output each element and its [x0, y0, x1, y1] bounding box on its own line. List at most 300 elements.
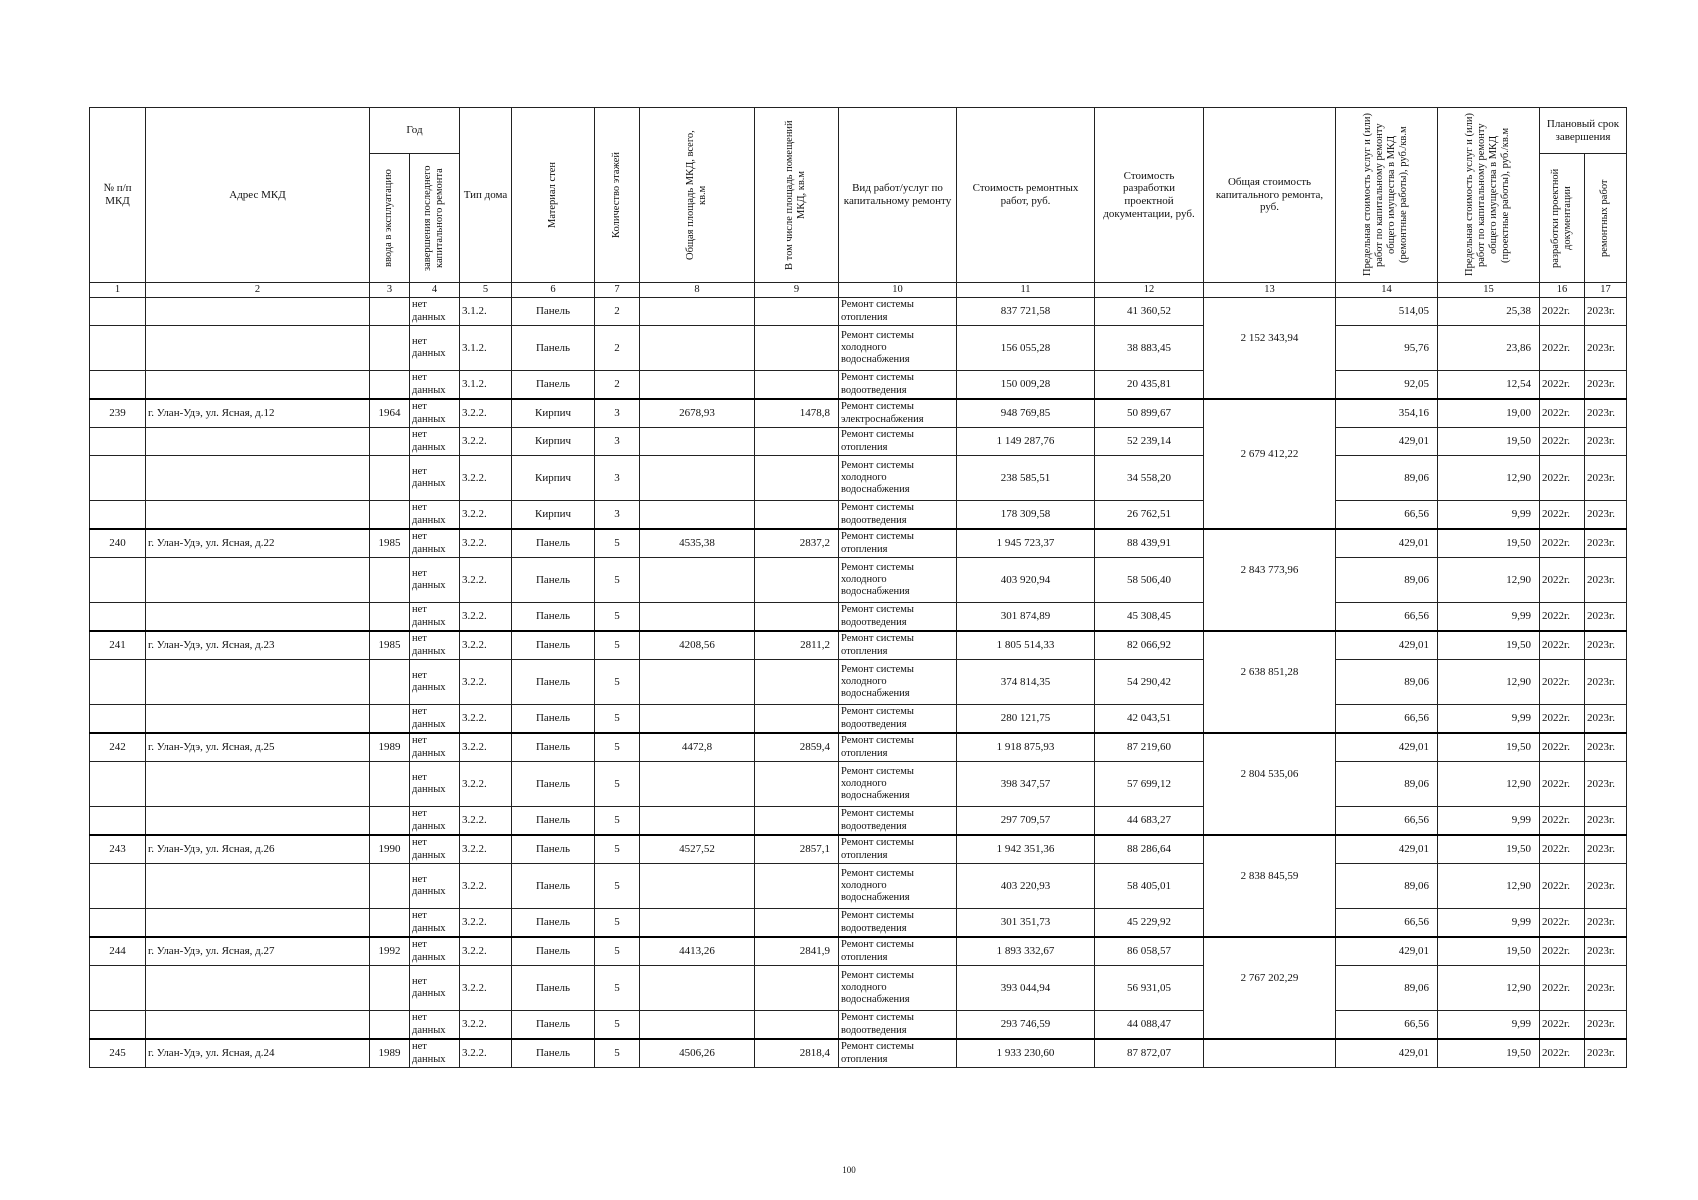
header-col2: Адрес МКД: [146, 108, 370, 283]
cell-last-repair-year: нет данных: [410, 399, 460, 428]
cell-wall-material: Кирпич: [512, 456, 595, 501]
cell-address: г. Улан-Удэ, ул. Ясная, д.12: [146, 399, 370, 428]
cell-mkd-number: 245: [90, 1039, 146, 1068]
cell-total-area: [640, 660, 755, 705]
cell-repair-year: 2023г.: [1585, 298, 1627, 326]
cell-floors: 2: [595, 326, 640, 371]
cell-mkd-number: 240: [90, 529, 146, 558]
cell-repair-cost: 301 351,73: [957, 909, 1095, 938]
cell-address: [146, 762, 370, 807]
table-row: [90, 835, 1627, 864]
cell-work-type: Ремонт системы отопления: [839, 1039, 957, 1068]
cell-design-year: 2022г.: [1540, 603, 1585, 632]
cell-design-cost: 50 899,67: [1095, 399, 1204, 428]
cell-wall-material: Панель: [512, 1011, 595, 1040]
cell-design-year: 2022г.: [1540, 762, 1585, 807]
cell-design-cost: 44 088,47: [1095, 1011, 1204, 1040]
cell-floors: 5: [595, 529, 640, 558]
cell-total-area: [640, 456, 755, 501]
cell-repair-year: 2023г.: [1585, 864, 1627, 909]
header-col14: Предельная стоимость услуг и (или) работ по капитальному ремонту общего имущества в МКД (ремонтные работы), руб./кв.м: [1336, 108, 1438, 283]
cell-limit-design: 19,50: [1438, 529, 1540, 558]
cell-premises-area: 2859,4: [755, 733, 839, 762]
cell-total-area: 4208,56: [640, 631, 755, 660]
cell-design-year: 2022г.: [1540, 298, 1585, 326]
cell-design-year: 2022г.: [1540, 501, 1585, 530]
column-number: 11: [957, 283, 1095, 298]
column-number: 2: [146, 283, 370, 298]
cell-wall-material: Панель: [512, 603, 595, 632]
cell-repair-cost: 403 220,93: [957, 864, 1095, 909]
cell-design-cost: 38 883,45: [1095, 326, 1204, 371]
cell-design-cost: 26 762,51: [1095, 501, 1204, 530]
cell-wall-material: Панель: [512, 1039, 595, 1068]
cell-house-type: 3.2.2.: [460, 733, 512, 762]
cell-total-area: [640, 807, 755, 836]
cell-repair-cost: 1 149 287,76: [957, 428, 1095, 456]
cell-total-area: [640, 603, 755, 632]
cell-repair-cost: 178 309,58: [957, 501, 1095, 530]
cell-year-built: [370, 966, 410, 1011]
cell-wall-material: Панель: [512, 558, 595, 603]
header-col11: Стоимость ремонтных работ, руб.: [957, 108, 1095, 283]
cell-design-year: 2022г.: [1540, 456, 1585, 501]
table-row: [90, 371, 1627, 400]
cell-premises-area: 2857,1: [755, 835, 839, 864]
cell-total-area: [640, 501, 755, 530]
cell-house-type: 3.2.2.: [460, 909, 512, 938]
cell-total-area: [640, 966, 755, 1011]
cell-work-type: Ремонт системы отопления: [839, 529, 957, 558]
cell-total-area: 4413,26: [640, 937, 755, 966]
cell-house-type: 3.2.2.: [460, 762, 512, 807]
table-row: [90, 762, 1627, 807]
cell-design-year: 2022г.: [1540, 326, 1585, 371]
cell-limit-repair: 89,06: [1336, 558, 1438, 603]
cell-house-type: 3.2.2.: [460, 705, 512, 734]
cell-limit-design: 12,90: [1438, 966, 1540, 1011]
cell-year-built: 1990: [370, 835, 410, 864]
cell-repair-year: 2023г.: [1585, 631, 1627, 660]
cell-limit-design: 9,99: [1438, 807, 1540, 836]
cell-repair-cost: 150 009,28: [957, 371, 1095, 400]
cell-limit-repair: 66,56: [1336, 807, 1438, 836]
cell-premises-area: 2841,9: [755, 937, 839, 966]
cell-house-type: 3.2.2.: [460, 1039, 512, 1068]
cell-mkd-number: [90, 501, 146, 530]
cell-floors: 5: [595, 807, 640, 836]
cell-limit-design: 12,90: [1438, 456, 1540, 501]
cell-premises-area: [755, 456, 839, 501]
cell-floors: 5: [595, 762, 640, 807]
cell-limit-repair: 429,01: [1336, 428, 1438, 456]
header-col6: Материал стен: [512, 108, 595, 283]
cell-last-repair-year: нет данных: [410, 864, 460, 909]
table-row: [90, 529, 1627, 558]
cell-work-type: Ремонт системы холодного водоснабжения: [839, 558, 957, 603]
cell-house-type: 3.2.2.: [460, 428, 512, 456]
cell-last-repair-year: нет данных: [410, 807, 460, 836]
cell-floors: 3: [595, 456, 640, 501]
cell-house-type: 3.2.2.: [460, 1011, 512, 1040]
cell-design-year: 2022г.: [1540, 1011, 1585, 1040]
cell-address: [146, 428, 370, 456]
cell-limit-repair: 92,05: [1336, 371, 1438, 400]
cell-last-repair-year: нет данных: [410, 909, 460, 938]
cell-year-built: [370, 909, 410, 938]
table-row: [90, 966, 1627, 1011]
cell-repair-year: 2023г.: [1585, 371, 1627, 400]
cell-design-cost: 45 229,92: [1095, 909, 1204, 938]
cell-limit-repair: 89,06: [1336, 864, 1438, 909]
cell-last-repair-year: нет данных: [410, 326, 460, 371]
cell-year-built: 1989: [370, 733, 410, 762]
cell-repair-cost: 293 746,59: [957, 1011, 1095, 1040]
cell-address: [146, 807, 370, 836]
cell-premises-area: [755, 558, 839, 603]
header-col13: Общая стоимость капитального ремонта, руб.: [1204, 108, 1336, 283]
cell-mkd-number: [90, 705, 146, 734]
cell-house-type: 3.2.2.: [460, 835, 512, 864]
cell-repair-cost: 280 121,75: [957, 705, 1095, 734]
cell-last-repair-year: нет данных: [410, 501, 460, 530]
cell-design-cost: 82 066,92: [1095, 631, 1204, 660]
cell-house-type: 3.2.2.: [460, 558, 512, 603]
cell-repair-year: 2023г.: [1585, 529, 1627, 558]
cell-year-built: 1985: [370, 529, 410, 558]
cell-house-type: 3.2.2.: [460, 529, 512, 558]
cell-total-area: [640, 762, 755, 807]
cell-total-area: 4506,26: [640, 1039, 755, 1068]
header-col10: Вид работ/услуг по капитальному ремонту: [839, 108, 957, 283]
header-col5: Тип дома: [460, 108, 512, 283]
cell-repair-year: 2023г.: [1585, 966, 1627, 1011]
cell-wall-material: Панель: [512, 762, 595, 807]
cell-repair-year: 2023г.: [1585, 733, 1627, 762]
cell-repair-year: 2023г.: [1585, 1011, 1627, 1040]
cell-design-year: 2022г.: [1540, 864, 1585, 909]
column-number: 9: [755, 283, 839, 298]
column-number: 16: [1540, 283, 1585, 298]
cell-repair-cost: 301 874,89: [957, 603, 1095, 632]
cell-total-cost: 2 804 535,06: [1204, 733, 1336, 835]
cell-house-type: 3.2.2.: [460, 456, 512, 501]
cell-design-cost: 44 683,27: [1095, 807, 1204, 836]
cell-year-built: [370, 1011, 410, 1040]
cell-repair-year: 2023г.: [1585, 909, 1627, 938]
cell-year-built: 1964: [370, 399, 410, 428]
cell-last-repair-year: нет данных: [410, 762, 460, 807]
cell-address: [146, 603, 370, 632]
table-row: [90, 326, 1627, 371]
header-col8: Общая площадь МКД, всего, кв.м: [640, 108, 755, 283]
cell-premises-area: 2837,2: [755, 529, 839, 558]
cell-design-cost: 45 308,45: [1095, 603, 1204, 632]
cell-design-year: 2022г.: [1540, 529, 1585, 558]
cell-year-built: [370, 371, 410, 400]
cell-house-type: 3.2.2.: [460, 937, 512, 966]
repair-register-table: [89, 107, 1627, 1068]
cell-last-repair-year: нет данных: [410, 603, 460, 632]
cell-year-built: [370, 456, 410, 501]
column-number: 5: [460, 283, 512, 298]
cell-total-area: [640, 298, 755, 326]
cell-wall-material: Панель: [512, 864, 595, 909]
cell-floors: 5: [595, 631, 640, 660]
cell-last-repair-year: нет данных: [410, 456, 460, 501]
table-row: [90, 456, 1627, 501]
cell-limit-design: 9,99: [1438, 705, 1540, 734]
cell-limit-design: 19,50: [1438, 937, 1540, 966]
cell-mkd-number: [90, 558, 146, 603]
cell-mkd-number: 243: [90, 835, 146, 864]
cell-limit-repair: 66,56: [1336, 909, 1438, 938]
cell-year-built: [370, 298, 410, 326]
cell-work-type: Ремонт системы отопления: [839, 733, 957, 762]
table-row: [90, 705, 1627, 734]
cell-premises-area: [755, 371, 839, 400]
cell-work-type: Ремонт системы холодного водоснабжения: [839, 326, 957, 371]
cell-design-year: 2022г.: [1540, 631, 1585, 660]
cell-limit-design: 9,99: [1438, 603, 1540, 632]
cell-repair-year: 2023г.: [1585, 807, 1627, 836]
cell-total-area: [640, 371, 755, 400]
cell-last-repair-year: нет данных: [410, 1011, 460, 1040]
cell-design-cost: 58 405,01: [1095, 864, 1204, 909]
cell-repair-year: 2023г.: [1585, 835, 1627, 864]
cell-premises-area: [755, 1011, 839, 1040]
cell-year-built: 1985: [370, 631, 410, 660]
cell-work-type: Ремонт системы водоотведения: [839, 909, 957, 938]
cell-floors: 5: [595, 603, 640, 632]
table-row: [90, 864, 1627, 909]
cell-address: [146, 456, 370, 501]
column-number: 4: [410, 283, 460, 298]
cell-year-built: [370, 558, 410, 603]
cell-total-area: [640, 705, 755, 734]
cell-last-repair-year: нет данных: [410, 835, 460, 864]
cell-work-type: Ремонт системы отопления: [839, 631, 957, 660]
cell-premises-area: [755, 326, 839, 371]
cell-limit-repair: 429,01: [1336, 1039, 1438, 1068]
cell-design-year: 2022г.: [1540, 807, 1585, 836]
cell-address: [146, 501, 370, 530]
cell-house-type: 3.2.2.: [460, 399, 512, 428]
cell-work-type: Ремонт системы холодного водоснабжения: [839, 966, 957, 1011]
table-row: [90, 733, 1627, 762]
cell-last-repair-year: нет данных: [410, 966, 460, 1011]
cell-year-built: [370, 660, 410, 705]
cell-address: г. Улан-Удэ, ул. Ясная, д.23: [146, 631, 370, 660]
cell-limit-design: 12,90: [1438, 864, 1540, 909]
cell-limit-design: 23,86: [1438, 326, 1540, 371]
cell-limit-design: 12,54: [1438, 371, 1540, 400]
cell-house-type: 3.2.2.: [460, 501, 512, 530]
cell-design-year: 2022г.: [1540, 428, 1585, 456]
cell-address: г. Улан-Удэ, ул. Ясная, д.24: [146, 1039, 370, 1068]
cell-repair-cost: 1 893 332,67: [957, 937, 1095, 966]
cell-limit-repair: 429,01: [1336, 835, 1438, 864]
header-col4: завершения последнего капитального ремонта: [410, 154, 460, 283]
cell-premises-area: [755, 909, 839, 938]
cell-mkd-number: [90, 966, 146, 1011]
cell-mkd-number: [90, 371, 146, 400]
table-row: [90, 428, 1627, 456]
header-col17: ремонтных работ: [1585, 154, 1627, 283]
cell-house-type: 3.2.2.: [460, 660, 512, 705]
cell-repair-year: 2023г.: [1585, 937, 1627, 966]
cell-limit-repair: 429,01: [1336, 937, 1438, 966]
cell-wall-material: Кирпич: [512, 399, 595, 428]
column-number: 10: [839, 283, 957, 298]
cell-year-built: [370, 864, 410, 909]
cell-total-cost: 2 638 851,28: [1204, 631, 1336, 733]
cell-limit-repair: 89,06: [1336, 966, 1438, 1011]
cell-work-type: Ремонт системы электроснабжения: [839, 399, 957, 428]
table-row: [90, 1011, 1627, 1040]
column-number: 15: [1438, 283, 1540, 298]
cell-repair-year: 2023г.: [1585, 456, 1627, 501]
cell-total-cost: 2 679 412,22: [1204, 399, 1336, 529]
cell-repair-cost: 297 709,57: [957, 807, 1095, 836]
cell-floors: 5: [595, 660, 640, 705]
cell-last-repair-year: нет данных: [410, 937, 460, 966]
cell-premises-area: [755, 864, 839, 909]
cell-wall-material: Панель: [512, 326, 595, 371]
cell-last-repair-year: нет данных: [410, 1039, 460, 1068]
cell-last-repair-year: нет данных: [410, 631, 460, 660]
cell-premises-area: 2811,2: [755, 631, 839, 660]
cell-wall-material: Панель: [512, 631, 595, 660]
cell-limit-design: 25,38: [1438, 298, 1540, 326]
cell-year-built: [370, 603, 410, 632]
cell-floors: 5: [595, 733, 640, 762]
cell-wall-material: Панель: [512, 937, 595, 966]
cell-address: г. Улан-Удэ, ул. Ясная, д.27: [146, 937, 370, 966]
cell-floors: 2: [595, 298, 640, 326]
cell-year-built: [370, 705, 410, 734]
cell-repair-cost: 393 044,94: [957, 966, 1095, 1011]
header-term-group: Плановый срок завершения: [1540, 108, 1627, 154]
column-number: 14: [1336, 283, 1438, 298]
cell-house-type: 3.2.2.: [460, 807, 512, 836]
cell-wall-material: Панель: [512, 733, 595, 762]
table-row: [90, 909, 1627, 938]
cell-mkd-number: [90, 428, 146, 456]
cell-house-type: 3.2.2.: [460, 966, 512, 1011]
cell-repair-year: 2023г.: [1585, 558, 1627, 603]
cell-total-area: [640, 909, 755, 938]
cell-repair-year: 2023г.: [1585, 705, 1627, 734]
header-col3: ввода в эксплуатацию: [370, 154, 410, 283]
cell-floors: 5: [595, 1011, 640, 1040]
cell-year-built: [370, 428, 410, 456]
cell-limit-repair: 66,56: [1336, 1011, 1438, 1040]
cell-work-type: Ремонт системы холодного водоснабжения: [839, 660, 957, 705]
cell-last-repair-year: нет данных: [410, 705, 460, 734]
cell-wall-material: Панель: [512, 807, 595, 836]
cell-premises-area: 2818,4: [755, 1039, 839, 1068]
cell-repair-year: 2023г.: [1585, 399, 1627, 428]
table-row: [90, 631, 1627, 660]
cell-wall-material: Панель: [512, 660, 595, 705]
cell-mkd-number: [90, 603, 146, 632]
cell-total-area: [640, 428, 755, 456]
cell-address: [146, 326, 370, 371]
cell-limit-design: 19,50: [1438, 631, 1540, 660]
cell-repair-year: 2023г.: [1585, 660, 1627, 705]
cell-wall-material: Панель: [512, 371, 595, 400]
cell-limit-design: 19,50: [1438, 1039, 1540, 1068]
table-row: [90, 937, 1627, 966]
cell-repair-cost: 403 920,94: [957, 558, 1095, 603]
cell-total-area: 4472,8: [640, 733, 755, 762]
cell-limit-repair: 429,01: [1336, 631, 1438, 660]
cell-repair-cost: 1 805 514,33: [957, 631, 1095, 660]
cell-repair-cost: 1 918 875,93: [957, 733, 1095, 762]
cell-design-year: 2022г.: [1540, 909, 1585, 938]
cell-work-type: Ремонт системы водоотведения: [839, 501, 957, 530]
cell-design-year: 2022г.: [1540, 966, 1585, 1011]
cell-wall-material: Панель: [512, 298, 595, 326]
column-number: 7: [595, 283, 640, 298]
table-row: [90, 807, 1627, 836]
cell-floors: 5: [595, 864, 640, 909]
cell-limit-design: 12,90: [1438, 558, 1540, 603]
cell-house-type: 3.1.2.: [460, 326, 512, 371]
cell-mkd-number: [90, 762, 146, 807]
cell-design-year: 2022г.: [1540, 733, 1585, 762]
cell-floors: 2: [595, 371, 640, 400]
cell-design-cost: 41 360,52: [1095, 298, 1204, 326]
table-row: [90, 603, 1627, 632]
cell-wall-material: Панель: [512, 705, 595, 734]
cell-wall-material: Панель: [512, 529, 595, 558]
cell-mkd-number: [90, 807, 146, 836]
cell-design-cost: 88 286,64: [1095, 835, 1204, 864]
cell-limit-design: 9,99: [1438, 1011, 1540, 1040]
cell-last-repair-year: нет данных: [410, 298, 460, 326]
cell-repair-cost: 837 721,58: [957, 298, 1095, 326]
cell-limit-design: 12,90: [1438, 660, 1540, 705]
cell-floors: 5: [595, 835, 640, 864]
cell-mkd-number: [90, 456, 146, 501]
cell-premises-area: [755, 762, 839, 807]
cell-work-type: Ремонт системы водоотведения: [839, 807, 957, 836]
cell-repair-year: 2023г.: [1585, 501, 1627, 530]
header-col12: Стоимость разработки проектной документации, руб.: [1095, 108, 1204, 283]
cell-floors: 5: [595, 966, 640, 1011]
cell-last-repair-year: нет данных: [410, 428, 460, 456]
column-number: 6: [512, 283, 595, 298]
header-col9: В том числе площадь помещений МКД, кв.м: [755, 108, 839, 283]
cell-limit-repair: 66,56: [1336, 705, 1438, 734]
cell-last-repair-year: нет данных: [410, 529, 460, 558]
cell-premises-area: [755, 660, 839, 705]
cell-mkd-number: [90, 326, 146, 371]
header-col15: Предельная стоимость услуг и (или) работ по капитальному ремонту общего имущества в МКД (проектные работы), руб./кв.м: [1438, 108, 1540, 283]
cell-total-cost: [1204, 1039, 1336, 1068]
cell-total-cost: 2 152 343,94: [1204, 298, 1336, 400]
cell-total-area: 4535,38: [640, 529, 755, 558]
table-row: [90, 501, 1627, 530]
cell-design-cost: 87 872,07: [1095, 1039, 1204, 1068]
cell-floors: 5: [595, 937, 640, 966]
column-number: 3: [370, 283, 410, 298]
cell-mkd-number: 244: [90, 937, 146, 966]
cell-floors: 3: [595, 428, 640, 456]
header-col16: разработки проектной документации: [1540, 154, 1585, 283]
